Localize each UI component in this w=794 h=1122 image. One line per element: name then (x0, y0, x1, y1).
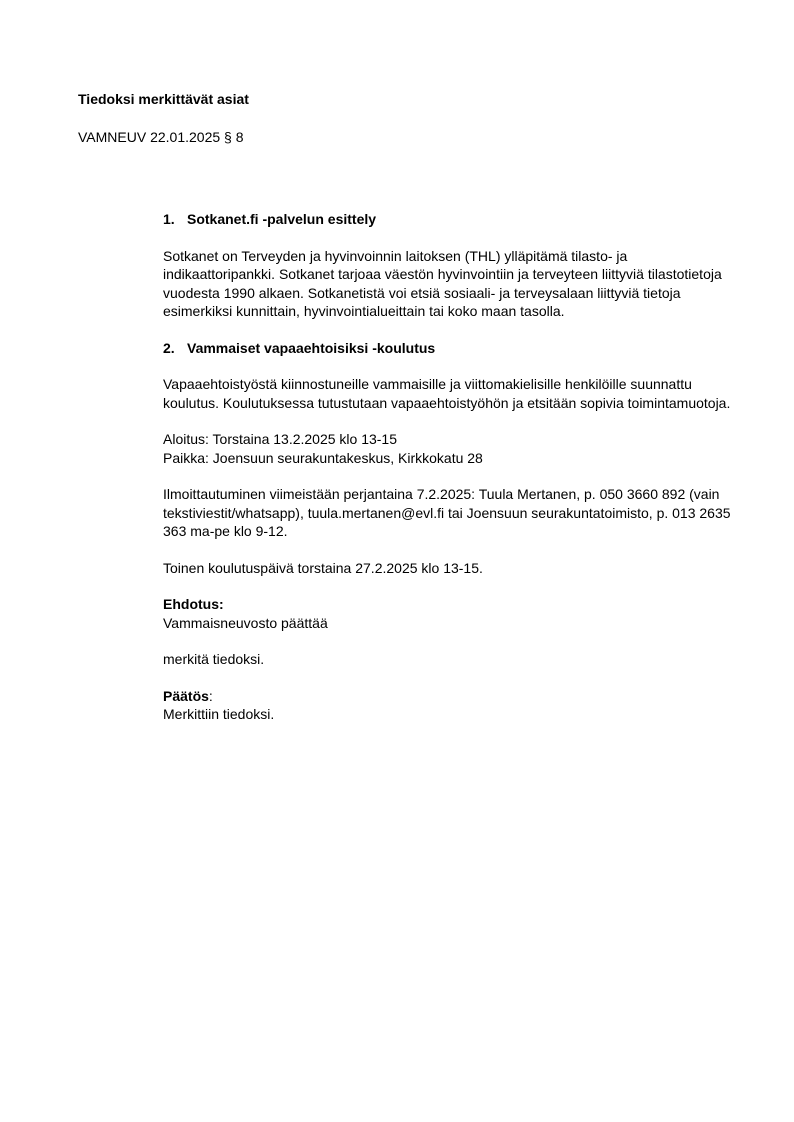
section-1-paragraph: Sotkanet on Terveyden ja hyvinvoinnin laitoksen (THL) ylläpitämä tilasto- ja indikaattoripankki. Sotkanet tarjoaa väestön hyvinvointiin ja terveyteen liittyviä tilastotietoja vuodesta 1990 alkaen. Sotkanetistä voi etsiä sosiaali- ja terveysalaan liittyviä tietoja esimerkiksi kunnittain, hyvinvointialueittain tai koko maan tasolla. (163, 247, 722, 319)
section-2-heading (163, 339, 733, 358)
decision-text: Merkittiin tiedoksi. (163, 706, 275, 722)
registration-info: Ilmoittautuminen viimeistään perjantaina 7.2.2025: Tuula Mertanen, p. 050 3660 892 (vain tekstiviestit/whatsapp), tuula.mertanen@evl.fi tai Joensuun seurakuntatoimisto, p. 013 2635 363 ma-pe klo 9-12. (163, 486, 731, 539)
decision-heading (163, 687, 733, 706)
section-1-number: 1. (163, 211, 175, 227)
training-place: Paikka: Joensuun seurakuntakeskus, Kirkkokatu 28 (163, 449, 483, 466)
proposal-text: Vammaisneuvosto päättää (163, 614, 328, 631)
section-1-heading (163, 210, 733, 229)
document-body (163, 210, 733, 724)
training-start: Aloitus: Torstaina 13.2.2025 klo 13-15 (163, 431, 398, 447)
section-2-title: Vammaiset vapaaehtoisiksi -koulutus (187, 339, 436, 356)
section-2-number: 2. (163, 339, 175, 356)
meeting-reference: VAMNEUV 22.01.2025 § 8 (78, 129, 244, 145)
proposal-action: merkitä tiedoksi. (163, 651, 265, 667)
section-1-title: Sotkanet.fi -palvelun esittely (187, 211, 377, 227)
section-2-intro: Vapaaehtoistyöstä kiinnostuneille vammaisille ja viittomakielisille henkilöille suunnattu koulutus. Koulutuksessa tutustutaan vapaaehtoistyöhön ja etsitään sopivia toimintamuotoja. (163, 376, 731, 411)
second-training-day: Toinen koulutuspäivä torstaina 27.2.2025 klo 13-15. (163, 559, 483, 576)
proposal-label: Ehdotus: (163, 596, 224, 612)
decision-colon: : (208, 687, 213, 704)
page-title: Tiedoksi merkittävät asiat (78, 91, 249, 107)
decision-label: Päätös (163, 687, 209, 704)
